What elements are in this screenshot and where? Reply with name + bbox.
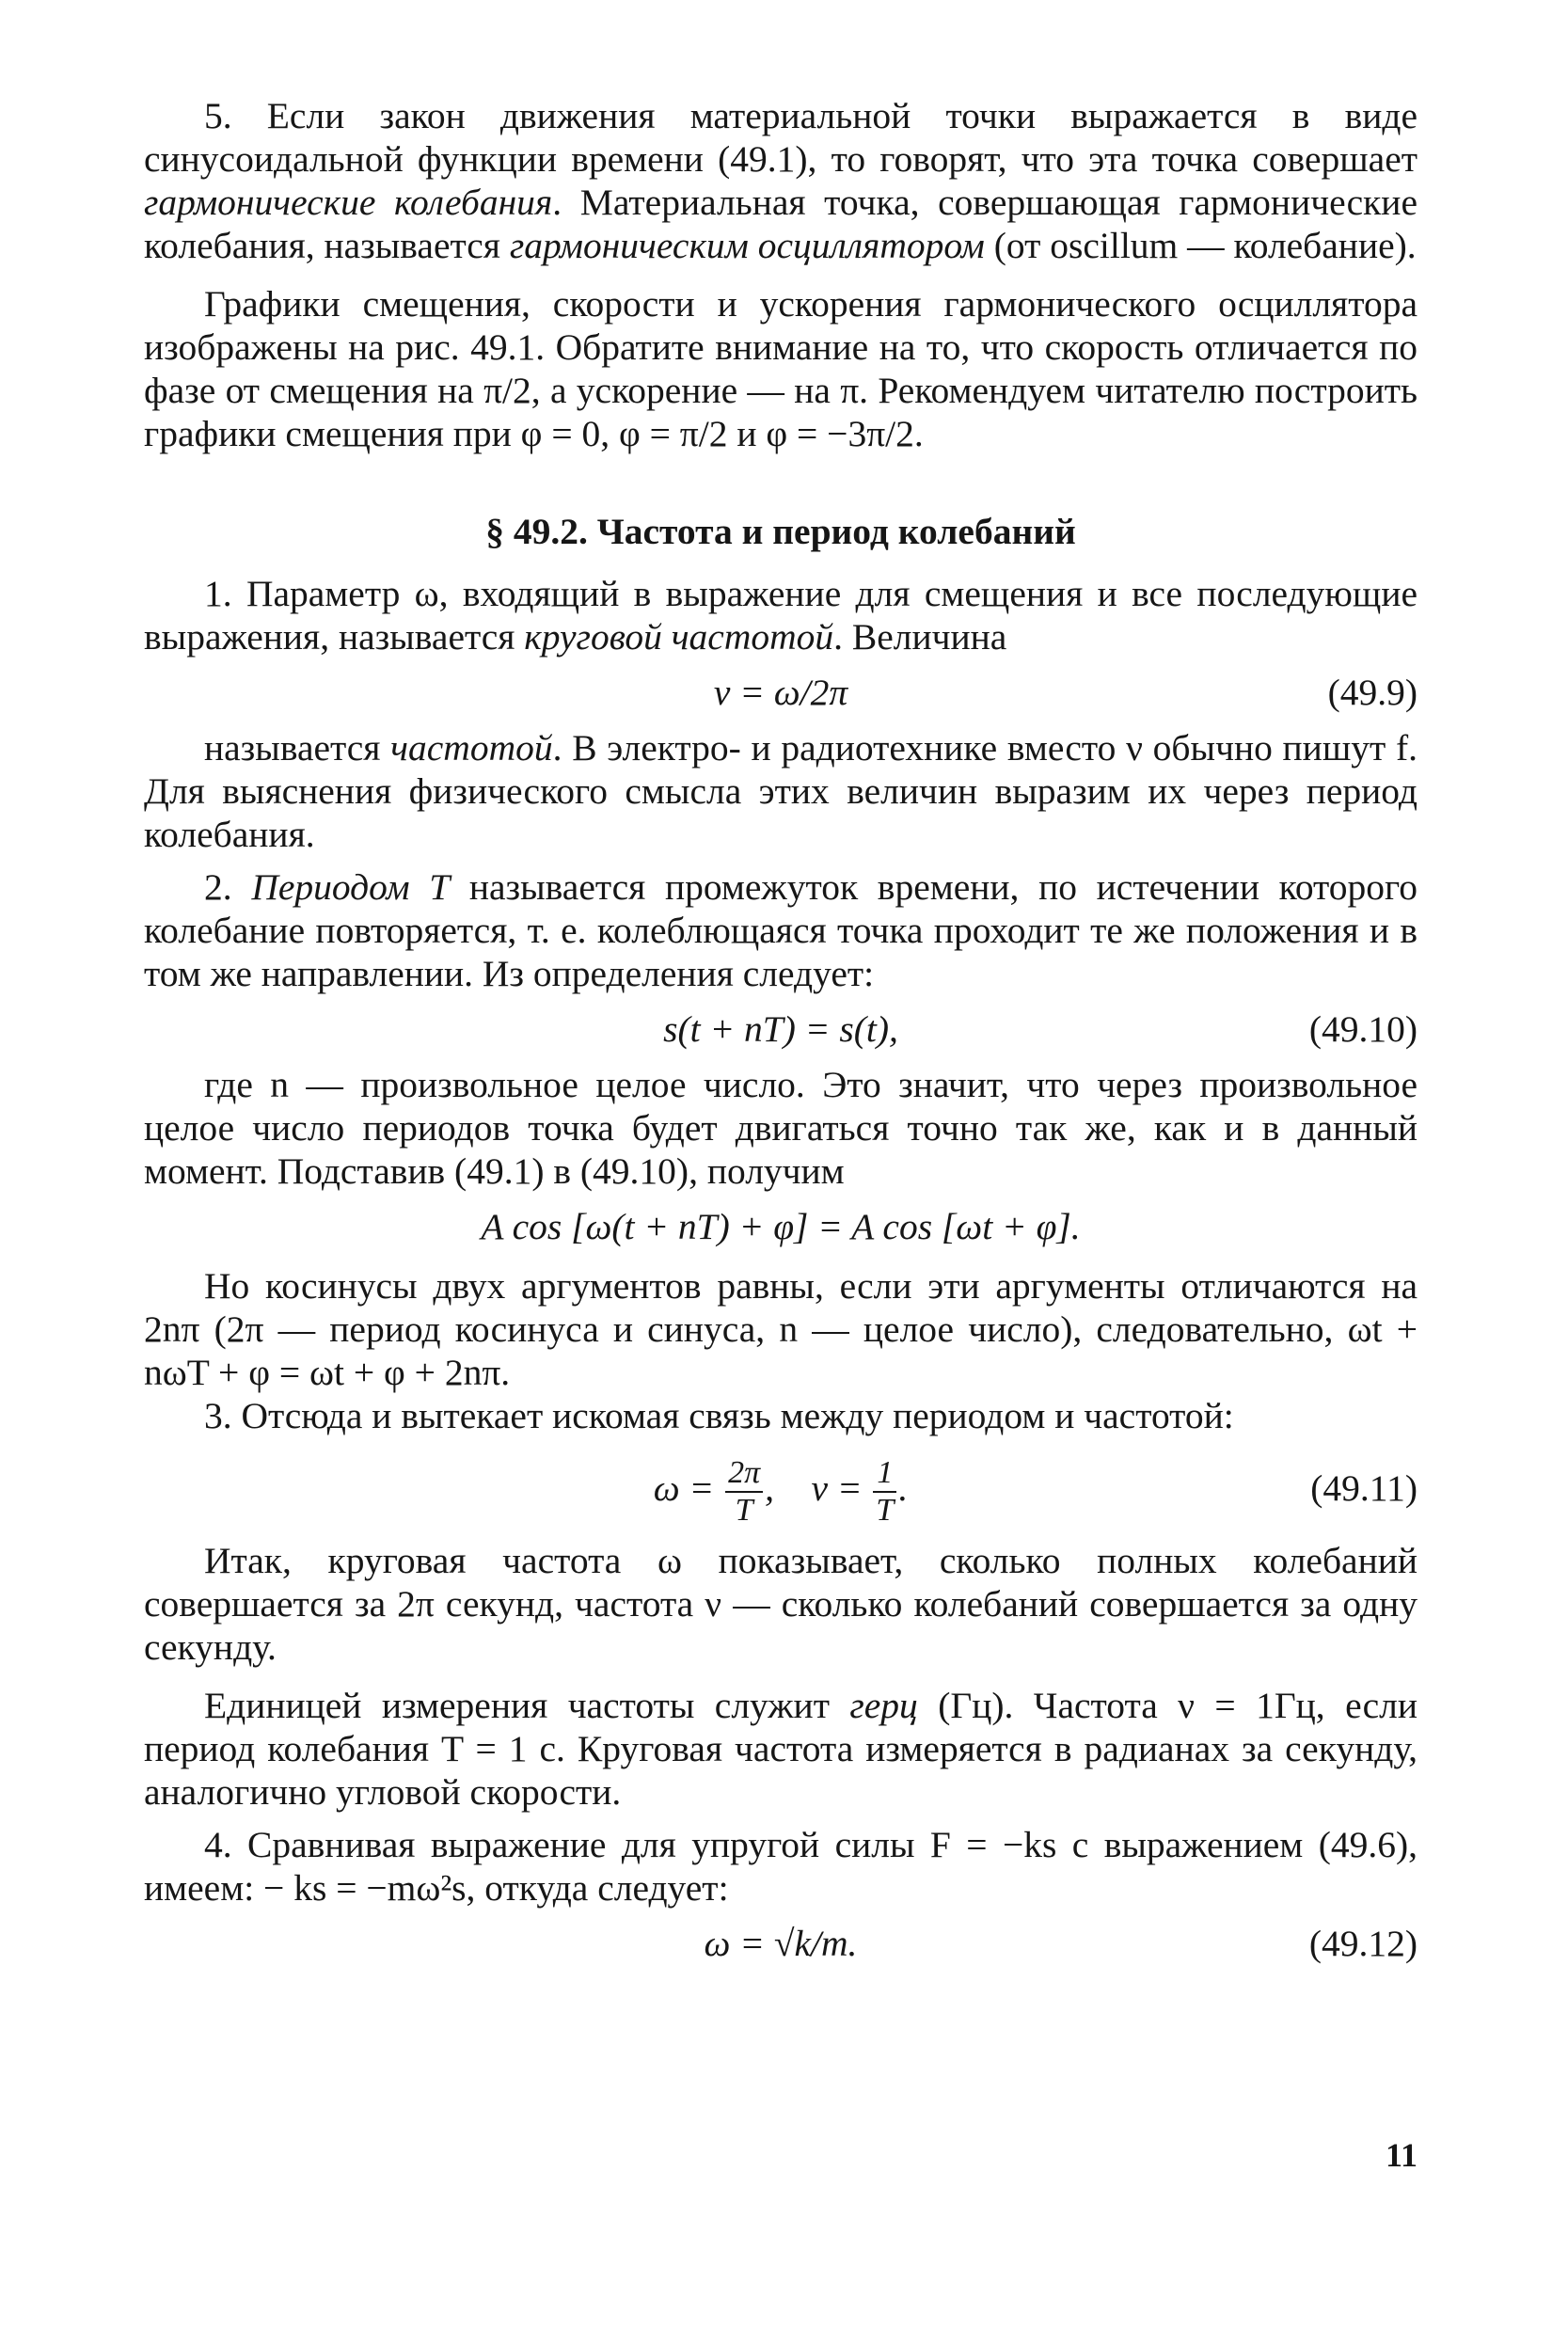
- text-run: (Гц). Частота ν = 1Гц, если период колебания T = 1 с. Круговая частота измеряется в радианах за секунду, аналогично угловой скорости.: [144, 1685, 1418, 1813]
- term-harmonic-oscillations: гармонические колебания: [144, 182, 553, 223]
- page-number: 11: [1385, 2136, 1418, 2174]
- text-run: . Материальная точка, совершающая гармонические колебания, называется: [144, 182, 1418, 266]
- formula-number: (49.10): [1308, 1008, 1418, 1050]
- paragraph-frequency: [144, 726, 1418, 856]
- term-circular-frequency: круговой частотой: [524, 616, 834, 658]
- paragraph-hertz: [144, 1684, 1418, 1814]
- formula-end: .: [898, 1467, 909, 1509]
- formula-separator: ,: [765, 1467, 774, 1509]
- formula-expression: ν = ω/2π: [713, 672, 848, 713]
- formula-nu-lhs: ν =: [811, 1467, 863, 1509]
- formula-expression: [654, 1443, 908, 1533]
- formula-expression: A cos [ω(t + nT) + φ] = A cos [ωt + φ].: [481, 1206, 1081, 1247]
- text-run: 5. Если закон движения материальной точки выражается в виде синусоидальной функции времени (49.1), то говорят, что эта точка совершает: [144, 95, 1418, 180]
- paragraph-period: [144, 865, 1418, 995]
- formula-expression: ω = √k/m.: [704, 1923, 858, 1964]
- fraction-numerator: 2π: [725, 1455, 763, 1493]
- section-heading: § 49.2. Частота и период колебаний: [485, 511, 1076, 552]
- formula-49-10: [144, 1001, 1418, 1057]
- formula-number: (49.11): [1310, 1467, 1418, 1509]
- formula-expression: s(t + nT) = s(t),: [663, 1008, 898, 1050]
- text-run: Единицей измерения частоты служит: [204, 1685, 850, 1726]
- paragraph-summary: Итак, круговая частота ω показывает, сколько полных колебаний совершается за 2π секунд, частота ν — сколько колебаний совершается за одну секунду.: [144, 1540, 1418, 1668]
- formula-cosine-equality: [144, 1198, 1418, 1255]
- text-run: называется: [204, 727, 391, 769]
- text-run: 1. Параметр ω, входящий в выражение для смещения и все последующие выражения, называется: [144, 573, 1418, 658]
- formula-omega-lhs: ω =: [653, 1467, 715, 1509]
- formula-49-11: [144, 1443, 1418, 1533]
- fraction-denominator: T: [876, 1492, 895, 1528]
- term-harmonic-oscillator: гармоническим осциллятором: [509, 225, 985, 266]
- paragraph-elastic-force: 4. Сравнивая выражение для упругой силы F = −ks с выражением (49.6), имеем: − ks = −mω²s, откуда следует:: [144, 1824, 1418, 1909]
- text-run: . В электро- и радиотехнике вместо ν обычно пишут f. Для выяснения физического смысла этих величин выразим их через период колебания.: [144, 727, 1418, 855]
- fraction-omega: [725, 1455, 763, 1529]
- fraction-nu: [873, 1455, 896, 1529]
- paragraph-cosines: Но косинусы двух аргументов равны, если эти аргументы отличаются на 2nπ (2π — период косинуса и синуса, n — целое число), следовательно, ωt + nωT + φ = ωt + φ + 2nπ.: [144, 1265, 1418, 1393]
- text-run: 2.: [204, 866, 252, 908]
- term-hertz: герц: [849, 1685, 918, 1726]
- formula-49-12: [144, 1915, 1418, 1972]
- fraction-denominator: T: [735, 1492, 753, 1528]
- formula-number: (49.9): [1327, 672, 1418, 713]
- text-run: . Величина: [833, 616, 1007, 658]
- paragraph-graphs: Графики смещения, скорости и ускорения гармонического осциллятора изображены на рис. 49.1. Обратите внимание на то, что скорость отличается по фазе от смещения на π/2, а ускорение — на π. Рекомендуем читателю построить графики смещения при φ = 0, φ = π/2 и φ = −3π/2.: [144, 283, 1418, 454]
- paragraph-relation: 3. Отсюда и вытекает искомая связь между периодом и частотой:: [204, 1395, 1234, 1436]
- fraction-numerator: 1: [873, 1455, 896, 1493]
- paragraph-circular-frequency: [144, 572, 1418, 658]
- term-frequency: частотой: [390, 727, 553, 769]
- paragraph-integer-periods: где n — произвольное целое число. Это значит, что через произвольное целое число периодов точка будет двигаться точно так же, как и в данный момент. Подставив (49.1) в (49.10), получим: [144, 1064, 1418, 1192]
- paragraph-harmonic-oscillations: [144, 94, 1418, 267]
- formula-49-9: [144, 664, 1418, 721]
- text-run: называется промежуток времени, по истечении которого колебание повторяется, т. е. колеблющаяся точка проходит те же положения и в том же направлении. Из определения следует:: [144, 866, 1418, 994]
- term-period: Периодом T: [251, 866, 451, 908]
- formula-number: (49.12): [1308, 1923, 1418, 1964]
- text-run: (от oscillum — колебание).: [984, 225, 1417, 266]
